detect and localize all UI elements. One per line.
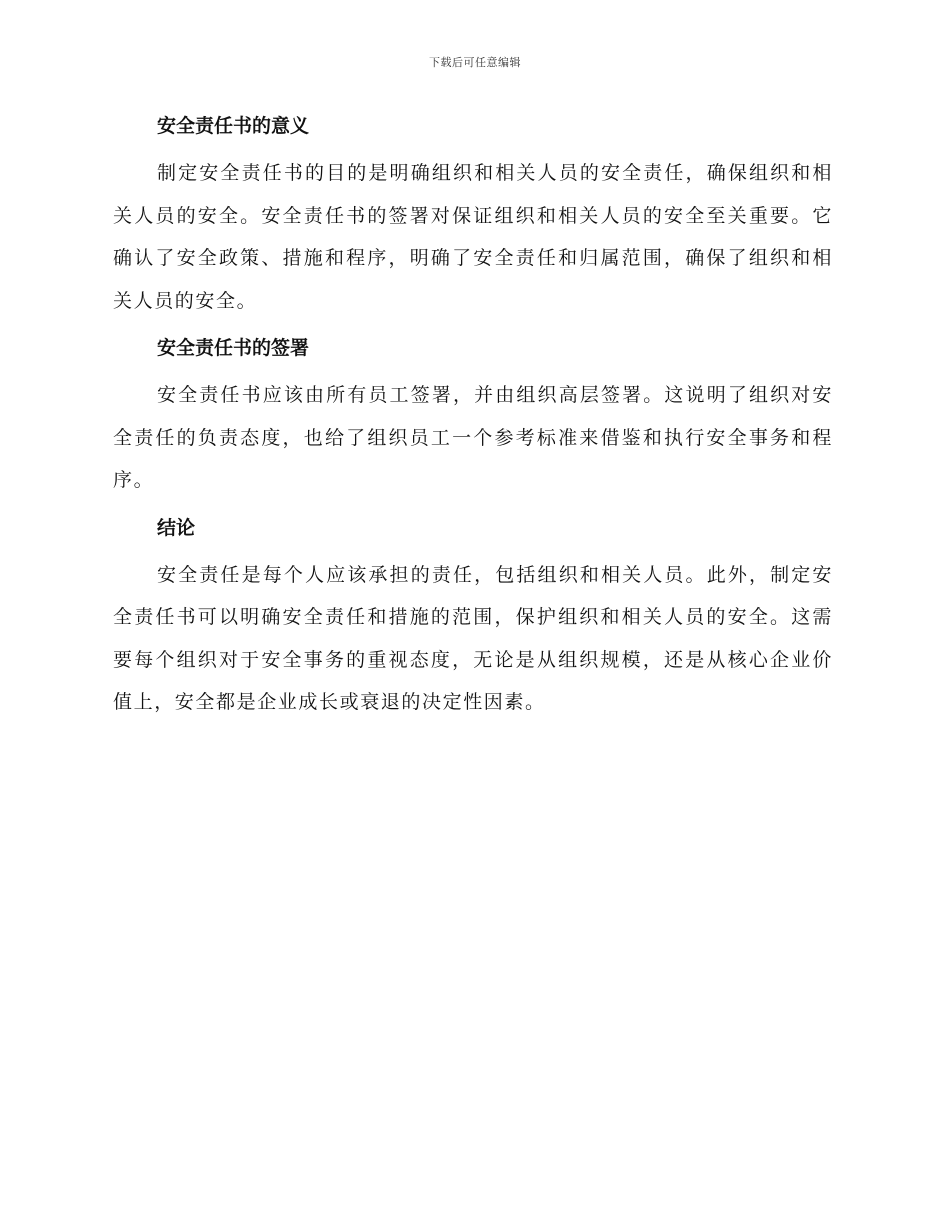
section-paragraph: 安全责任书应该由所有员工签署，并由组织高层签署。这说明了组织对安全责任的负责态度，也给了组织员工一个参考标准来借鉴和执行安全事务和程序。 xyxy=(113,384,833,491)
document-content xyxy=(113,110,833,734)
section-conclusion xyxy=(113,512,833,724)
section-signing xyxy=(113,332,833,502)
section-heading: 安全责任书的意义 xyxy=(157,115,310,137)
header-note: 下载后可任意编辑 xyxy=(429,56,521,69)
section-paragraph: 制定安全责任书的目的是明确组织和相关人员的安全责任，确保组织和相关人员的安全。安全责任书的签署对保证组织和相关人员的安全至关重要。它确认了安全政策、措施和程序，明确了安全责任和归属范围，确保了组织和相关人员的安全。 xyxy=(113,162,833,312)
section-paragraph: 安全责任是每个人应该承担的责任，包括组织和相关人员。此外，制定安全责任书可以明确安全责任和措施的范围，保护组织和相关人员的安全。这需要每个组织对于安全事务的重视态度，无论是从组织规模，还是从核心企业价值上，安全都是企业成长或衰退的决定性因素。 xyxy=(113,563,833,713)
section-heading: 安全责任书的签署 xyxy=(157,337,310,359)
section-heading: 结论 xyxy=(157,516,196,539)
section-significance xyxy=(113,110,833,322)
